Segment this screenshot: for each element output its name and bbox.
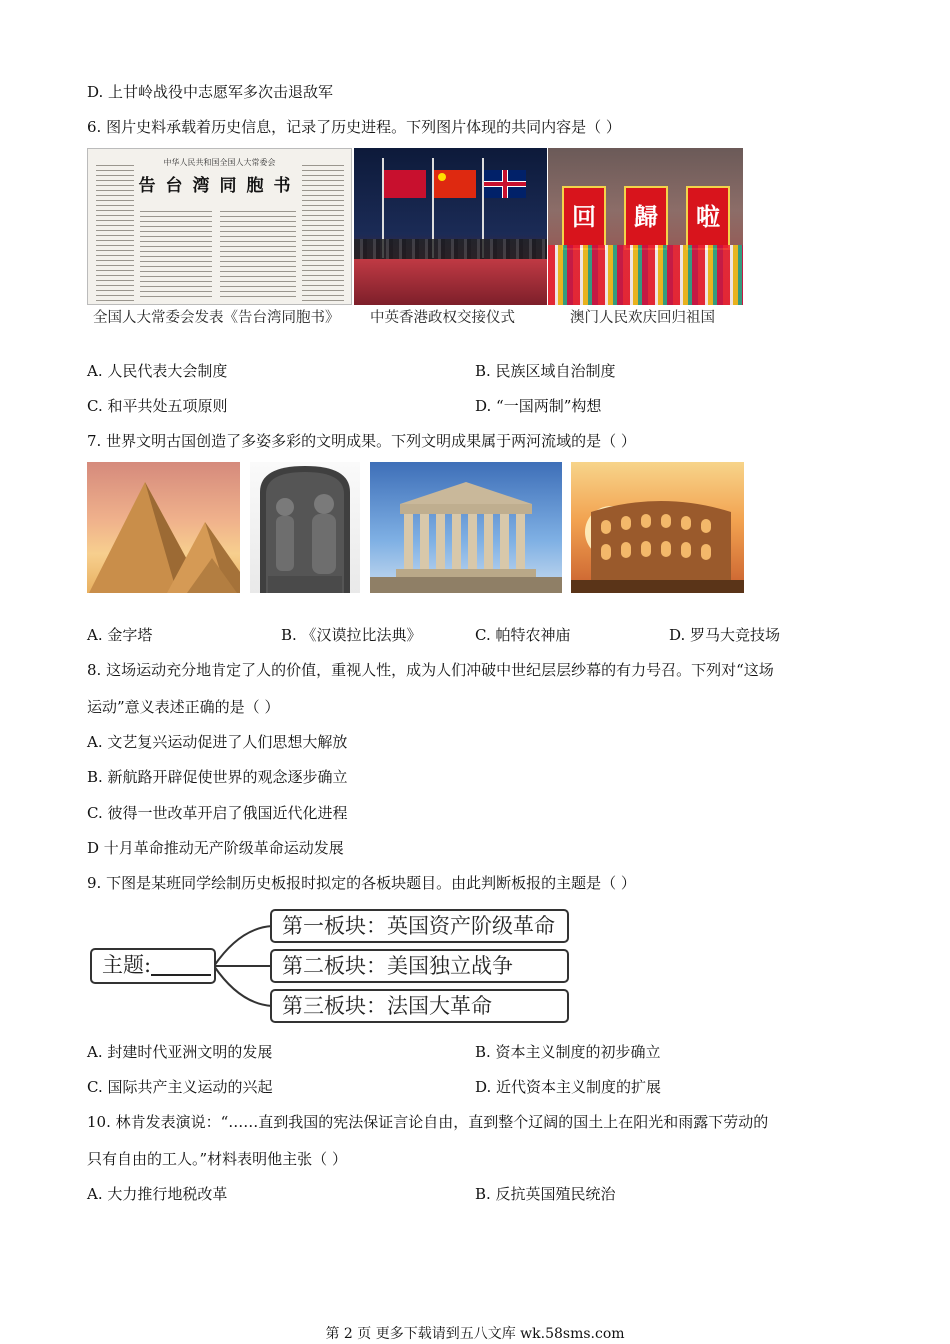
pyramids-image bbox=[87, 462, 240, 593]
china-flag-icon bbox=[434, 170, 476, 198]
q6-option-d: D. “一国两制”构想 bbox=[475, 397, 602, 415]
q8-stem-line2: 运动”意义表述正确的是（ ） bbox=[87, 698, 280, 716]
parthenon-image bbox=[370, 462, 562, 593]
macao-celebration-image bbox=[548, 148, 743, 305]
q7-option-d: D. 罗马大竞技场 bbox=[669, 626, 781, 644]
q7-option-b: B. 《汉谟拉比法典》 bbox=[281, 626, 422, 644]
q6-option-a: A. 人民代表大会制度 bbox=[87, 362, 228, 380]
q6-stem: 6. 图片史料承载着历史信息，记录了历史进程。下列图片体现的共同内容是（ ） bbox=[87, 118, 621, 136]
board-1-box: 第一板块：英国资产阶级革命 bbox=[270, 909, 569, 943]
q8-option-b: B. 新航路开辟促使世界的观念逐步确立 bbox=[87, 768, 348, 786]
q9-stem: 9. 下图是某班同学绘制历史板报时拟定的各板块题目。由此判断板报的主题是（ ） bbox=[87, 874, 636, 892]
sign-char: 啦 bbox=[686, 186, 730, 250]
newspaper-image bbox=[87, 148, 352, 305]
q9-option-c: C. 国际共产主义运动的兴起 bbox=[87, 1078, 273, 1096]
q7-stem: 7. 世界文明古国创造了多姿多彩的文明成果。下列文明成果属于两河流域的是（ ） bbox=[87, 432, 636, 450]
page-footer: 第 2 页 更多下载请到五八文库 wk.58sms.com bbox=[325, 1326, 625, 1342]
topic-label: 主题: bbox=[102, 953, 152, 977]
q8-stem-line1: 8. 这场运动充分地肯定了人的价值，重视人性，成为人们冲破中世纪层层纱幕的有力号召。下列对“这场 bbox=[87, 661, 774, 679]
sign-char: 歸 bbox=[624, 186, 668, 250]
q8-option-a: A. 文艺复兴运动促进了人们思想大解放 bbox=[87, 733, 348, 751]
board-2-box: 第二板块：美国独立战争 bbox=[270, 949, 569, 983]
newspaper-header: 中华人民共和国全国人大常委会 bbox=[163, 158, 276, 167]
q10-stem-line2: 只有自由的工人。”材料表明他主张（ ） bbox=[87, 1150, 347, 1168]
q10-stem-line1: 10. 林肯发表演说：“……直到我国的宪法保证言论自由，直到整个辽阔的国土上在阳光和雨露下劳动的 bbox=[87, 1113, 769, 1131]
q6-option-c: C. 和平共处五项原则 bbox=[87, 397, 228, 415]
sign-char: 回 bbox=[562, 186, 606, 250]
hk-flag-icon bbox=[384, 170, 426, 198]
q8-option-c: C. 彼得一世改革开启了俄国近代化进程 bbox=[87, 804, 348, 822]
q9-option-a: A. 封建时代亚洲文明的发展 bbox=[87, 1043, 273, 1061]
q7-option-a: A. 金字塔 bbox=[87, 626, 153, 644]
q7-option-c: C. 帕特农神庙 bbox=[475, 626, 571, 644]
caption-handover: 中英香港政权交接仪式 bbox=[370, 310, 515, 326]
q6-option-b: B. 民族区域自治制度 bbox=[475, 362, 616, 380]
uk-flag-icon bbox=[484, 170, 526, 198]
handover-ceremony-image bbox=[354, 148, 547, 305]
q5-option-d: D. 上甘岭战役中志愿军多次击退敌军 bbox=[87, 83, 334, 101]
topic-box bbox=[90, 948, 216, 984]
board-3-box: 第三板块：法国大革命 bbox=[270, 989, 569, 1023]
newspaper-title: 告台湾同胞书 bbox=[138, 176, 301, 196]
q9-option-b: B. 资本主义制度的初步确立 bbox=[475, 1043, 661, 1061]
caption-newspaper: 全国人大常委会发表《告台湾同胞书》 bbox=[93, 310, 340, 326]
caption-macao: 澳门人民欢庆回归祖国 bbox=[570, 310, 715, 326]
q10-option-a: A. 大力推行地税改革 bbox=[87, 1185, 228, 1203]
q9-option-d: D. 近代资本主义制度的扩展 bbox=[475, 1078, 662, 1096]
q10-option-b: B. 反抗英国殖民统治 bbox=[475, 1185, 616, 1203]
q8-option-d: D 十月革命推动无产阶级革命运动发展 bbox=[87, 839, 344, 857]
topic-blank bbox=[151, 952, 211, 976]
hammurabi-code-image bbox=[250, 462, 360, 593]
colosseum-image bbox=[571, 462, 744, 593]
